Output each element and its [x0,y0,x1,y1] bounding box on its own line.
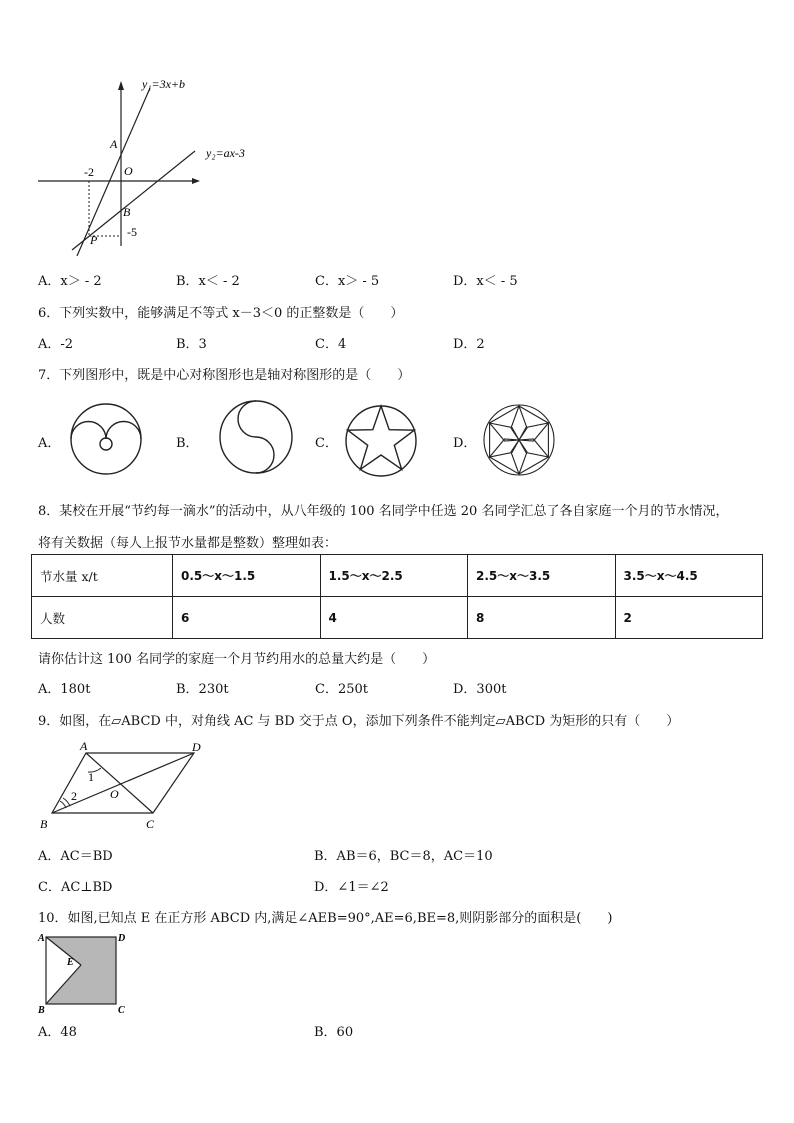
q8-header-cell-3: 2.5～x～3.5 [468,555,616,597]
q7-option-c-label: C． [315,436,338,451]
q9-option-b: B．AB＝6，BC＝8，AC＝10 [314,849,493,864]
q5-label-O: O [124,164,133,178]
q9-label-angle1: 1 [88,770,94,784]
q8-row-cell-2: 4 [320,597,468,639]
q9-label-A: A [80,739,88,753]
q8-stem-line2: 将有关数据（每人上报节水量都是整数）整理如表： [38,536,338,551]
q6-option-b: B．3 [176,337,207,352]
q7-option-a-label: A． [38,436,61,451]
q8-option-d: D．300t [453,682,507,697]
q9-stem: 9．如图，在▱ABCD 中，对角线 AC 与 BD 交于点 O，添加下列条件不能判定▱ABCD 为矩形的只有（ ） [38,714,680,729]
q8-question: 请你估计这 100 名同学的家庭一个月节约用水的总量大约是（ ） [38,652,436,667]
q9-label-C: C [146,817,155,831]
q10-stem: 10．如图,已知点 E 在正方形 ABCD 内,满足∠AEB=90°,AE=6,BE=8,则阴影部分的面积是( ) [38,911,613,926]
q5-line1-label: y₁=3x+b [142,77,186,91]
q9-option-d: D．∠1＝∠2 [314,880,389,895]
q9-label-B: B [40,817,48,831]
q6-option-a: A．-2 [38,337,74,352]
q5-line2-label: y₂=ax-3 [206,146,245,160]
q8-header-cell-1: 0.5～x～1.5 [173,555,321,597]
q8-header-cell-2: 1.5～x～2.5 [320,555,468,597]
q5-label-P: P [90,233,98,247]
q10-label-E: E [67,957,74,968]
q9-label-D: D [192,740,201,754]
q10-label-C: C [118,1005,125,1016]
q5-tick-neg2: -2 [84,165,94,179]
q10-label-B: B [38,1005,45,1016]
q5-option-c: C．x＞ - 5 [315,274,380,289]
q6-option-d: D．2 [453,337,485,352]
q5-tick-neg5: -5 [127,225,137,239]
q5-option-d: D．x＜ - 5 [453,274,518,289]
q10-label-A: A [38,933,45,944]
q10-shaded-region [46,937,116,1004]
q8-header-cell-0: 节水量 x/t [32,555,173,597]
q6-option-c: C．4 [315,337,347,352]
q7-stem: 7．下列图形中，既是中心对称图形也是轴对称图形的是（ ） [38,368,411,383]
q9-option-c: C．AC⊥BD [38,880,113,895]
q5-option-b: B．x＜ - 2 [176,274,240,289]
q8-header-cell-4: 3.5～x～4.5 [615,555,763,597]
q8-option-a: A．180t [38,682,91,697]
q7-option-d-label: D． [453,436,477,451]
q8-row-cell-0: 人数 [32,597,173,639]
q8-stem-line1: 8．某校在开展“节约每一滴水”的活动中，从八年级的 100 名同学中任选 20 名同学汇总了各自家庭一个月的节水情况， [38,504,729,519]
q5-label-A: A [110,137,118,151]
q10-option-a: A．48 [38,1025,77,1040]
q8-option-c: C．250t [315,682,368,697]
q8-option-b: B．230t [176,682,229,697]
q9-label-O: O [110,787,119,801]
q10-option-b: B．60 [314,1025,354,1040]
q6-stem: 6．下列实数中，能够满足不等式 x－3＜0 的正整数是（ ） [38,306,404,321]
q8-row-cell-3: 8 [468,597,616,639]
q5-label-B: B [123,205,131,219]
q7-option-b-label: B． [176,436,199,451]
q8-row-cell-1: 6 [173,597,321,639]
q8-row-cell-4: 2 [615,597,763,639]
q9-label-angle2: 2 [71,789,77,803]
q10-label-D: D [118,933,126,944]
q9-option-a: A．AC＝BD [38,849,113,864]
q5-option-a: A．x＞ - 2 [38,274,102,289]
